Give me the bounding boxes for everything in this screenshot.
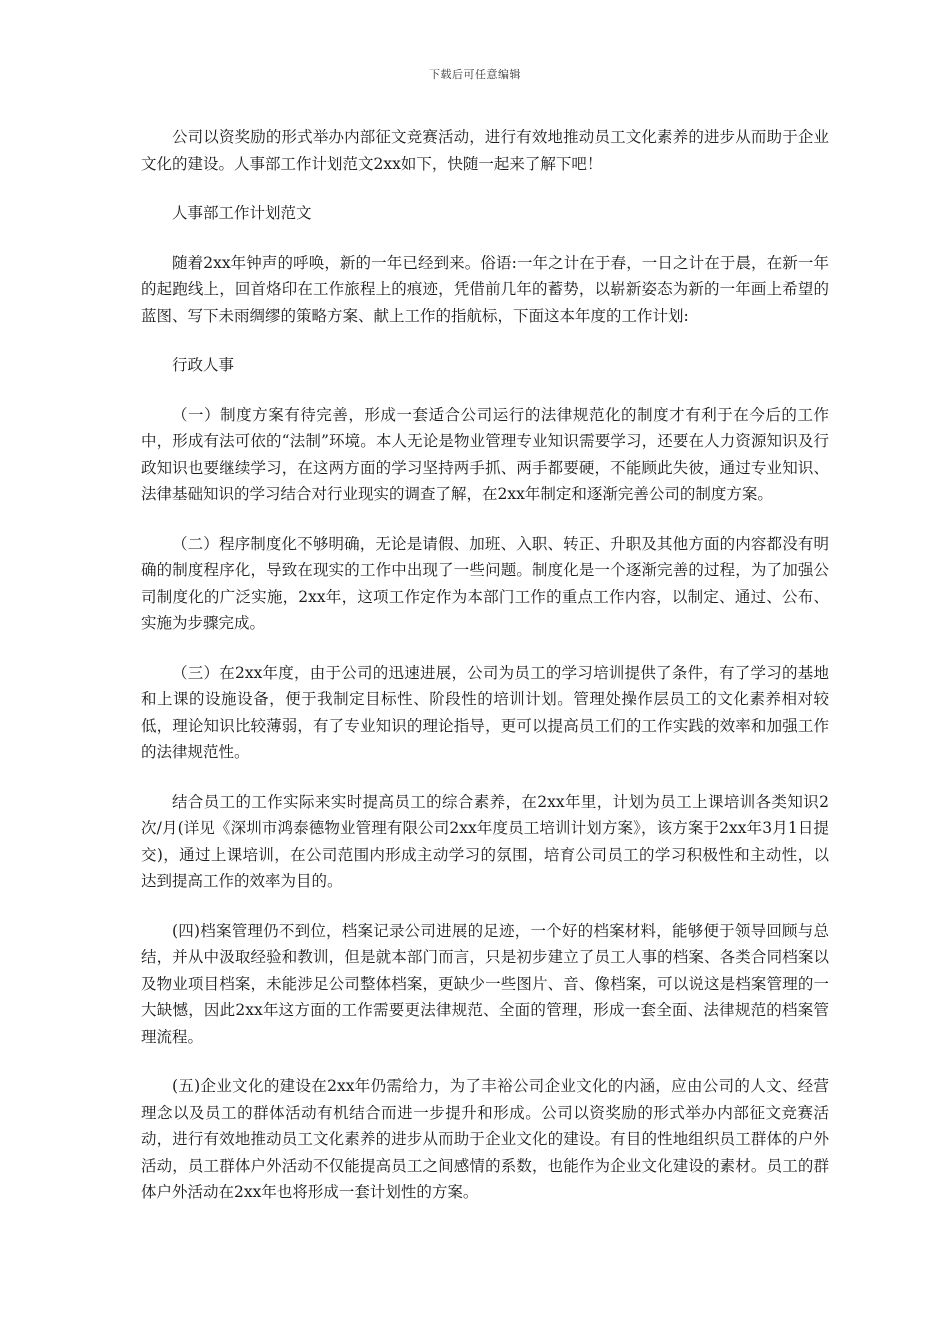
section-heading-admin-hr: 行政人事 [172, 356, 235, 374]
document-body [141, 124, 829, 1229]
item-2-paragraph: （二）程序制度化不够明确，无论是请假、加班、入职、转正、升职及其他方面的内容都没有明确的制度程序化，导致在现实的工作中出现了一些问题。制度化是一个逐渐完善的过程，为了加强公司制度化的广泛实施，2xx年，这项工作定作为本部门工作的重点工作内容，以制定、通过、公布、实施为步骤完成。 [141, 534, 829, 632]
training-paragraph: 结合员工的工作实际来实时提高员工的综合素养，在2xx年里，计划为员工上课培训各类知识2次/月(详见《深圳市鸿泰德物业管理有限公司2xx年度员工培训计划方案》，该方案于2xx年3月1日提交)，通过上课培训，在公司范围内形成主动学习的氛围，培育公司员工的学习积极性和主动性，以达到提高工作的效率为目的。 [141, 792, 829, 890]
item-3-paragraph: （三）在2xx年度，由于公司的迅速进展，公司为员工的学习培训提供了条件，有了学习的基地和上课的设施设备，便于我制定目标性、阶段性的培训计划。管理处操作层员工的文化素养相对较低，理论知识比较薄弱，有了专业知识的理论指导，更可以提高员工们的工作实践的效率和加强工作的法律规范性。 [141, 663, 829, 761]
opening-paragraph: 随着2xx年钟声的呼唤，新的一年已经到来。俗语:一年之计在于春，一日之计在于晨，在新一年的起跑线上，回首烙印在工作旅程上的痕迹，凭借前几年的蓄势，以崭新姿态为新的一年画上希望的蓝图、写下未雨绸缪的策略方案、献上工作的指航标，下面这本年度的工作计划: [141, 253, 829, 325]
page-header: 下载后可任意编辑 [429, 68, 521, 81]
intro-paragraph: 公司以资奖励的形式举办内部征文竞赛活动，进行有效地推动员工文化素养的进步从而助于企业文化的建设。人事部工作计划范文2xx如下，快随一起来了解下吧！ [141, 128, 829, 173]
document-title: 人事部工作计划范文 [172, 204, 312, 222]
item-5-paragraph: (五)企业文化的建设在2xx年仍需给力，为了丰裕公司企业文化的内涵，应由公司的人文、经营理念以及员工的群体活动有机结合而进一步提升和形成。公司以资奖励的形式举办内部征文竞赛活动，进行有效地推动员工文化素养的进步从而助于企业文化的建设。有目的性地组织员工群体的户外活动，员工群体户外活动不仅能提高员工之间感情的系数，也能作为企业文化建设的素材。员工的群体户外活动在2xx年也将形成一套计划性的方案。 [141, 1077, 829, 1201]
item-1-paragraph: （一）制度方案有待完善，形成一套适合公司运行的法律规范化的制度才有利于在今后的工作中，形成有法可依的“法制”环境。本人无论是物业管理专业知识需要学习，还要在人力资源知识及行政知识也要继续学习，在这两方面的学习坚持两手抓、两手都要硬，不能顾此失彼，通过专业知识、法律基础知识的学习结合对行业现实的调查了解，在2xx年制定和逐渐完善公司的制度方案。 [141, 405, 829, 503]
item-4-paragraph: (四)档案管理仍不到位，档案记录公司进展的足迹，一个好的档案材料，能够便于领导回顾与总结，并从中汲取经验和教训，但是就本部门而言，只是初步建立了员工人事的档案、各类合同档案以及物业项目档案，未能涉足公司整体档案，更缺少一些图片、音、像档案，可以说这是档案管理的一大缺憾，因此2xx年这方面的工作需要更法律规范、全面的管理，形成一套全面、法律规范的档案管理流程。 [141, 921, 829, 1046]
